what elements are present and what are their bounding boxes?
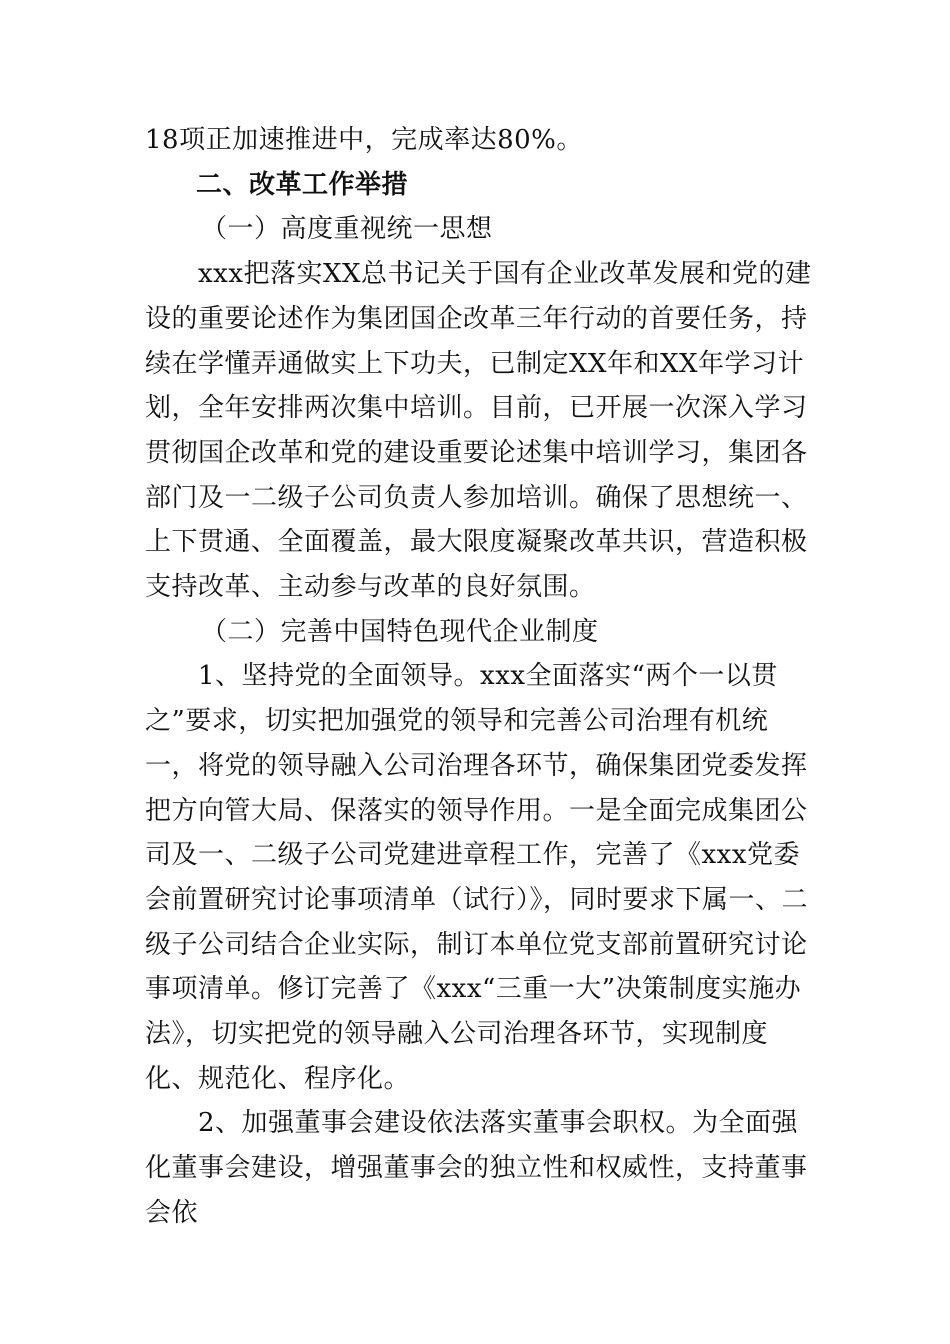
paragraph-board: 2、加强董事会建设依法落实董事会职权。为全面强化董事会建设，增强董事会的独立性和权威性，支持董事会依 — [145, 1108, 808, 1228]
paragraph-continued: 18项正加速推进中，完成率达80%。 — [145, 125, 583, 155]
subsection-heading-2: （二）完善中国特色现代企业制度 — [201, 616, 599, 647]
document-body — [145, 118, 817, 1236]
paragraph-study: xxx把落实XX总书记关于国有企业改革发展和党的建设的重要论述作为集团国企改革三年行动的首要任务，持续在学懂弄通做实上下功夫，已制定XX年和XX年学习计划，全年安排两次集中培训。目前，已开展一次深入学习贯彻国企改革和党的建设重要论述集中培训学习，集团各部门及一二级子公司负责人参加培训。确保了思想统一、上下贯通、全面覆盖，最大限度凝聚改革共识，营造积极支持改革、主动参与改革的良好氛围。 — [145, 259, 812, 603]
subsection-heading-1: （一）高度重视统一思想 — [201, 214, 493, 245]
paragraph-party-leadership: 1、坚持党的全面领导。xxx全面落实“两个一以贯之”要求，切实把加强党的领导和完善公司治理有机统一，将党的领导融入公司治理各环节，确保集团党委发挥把方向管大局、保落实的领导作用。一是全面完成集团公司及一、二级子公司党建进章程工作，完善了《xxx党委会前置研究讨论事项清单（试行）》，同时要求下属一、二级子公司结合企业实际，制订本单位党支部前置研究讨论事项清单。修订完善了《xxx“三重一大”决策制度实施办法》，切实把党的领导融入公司治理各环节，实现制度化、规范化、程序化。 — [145, 661, 809, 1094]
section-heading: 二、改革工作举措 — [196, 169, 409, 200]
